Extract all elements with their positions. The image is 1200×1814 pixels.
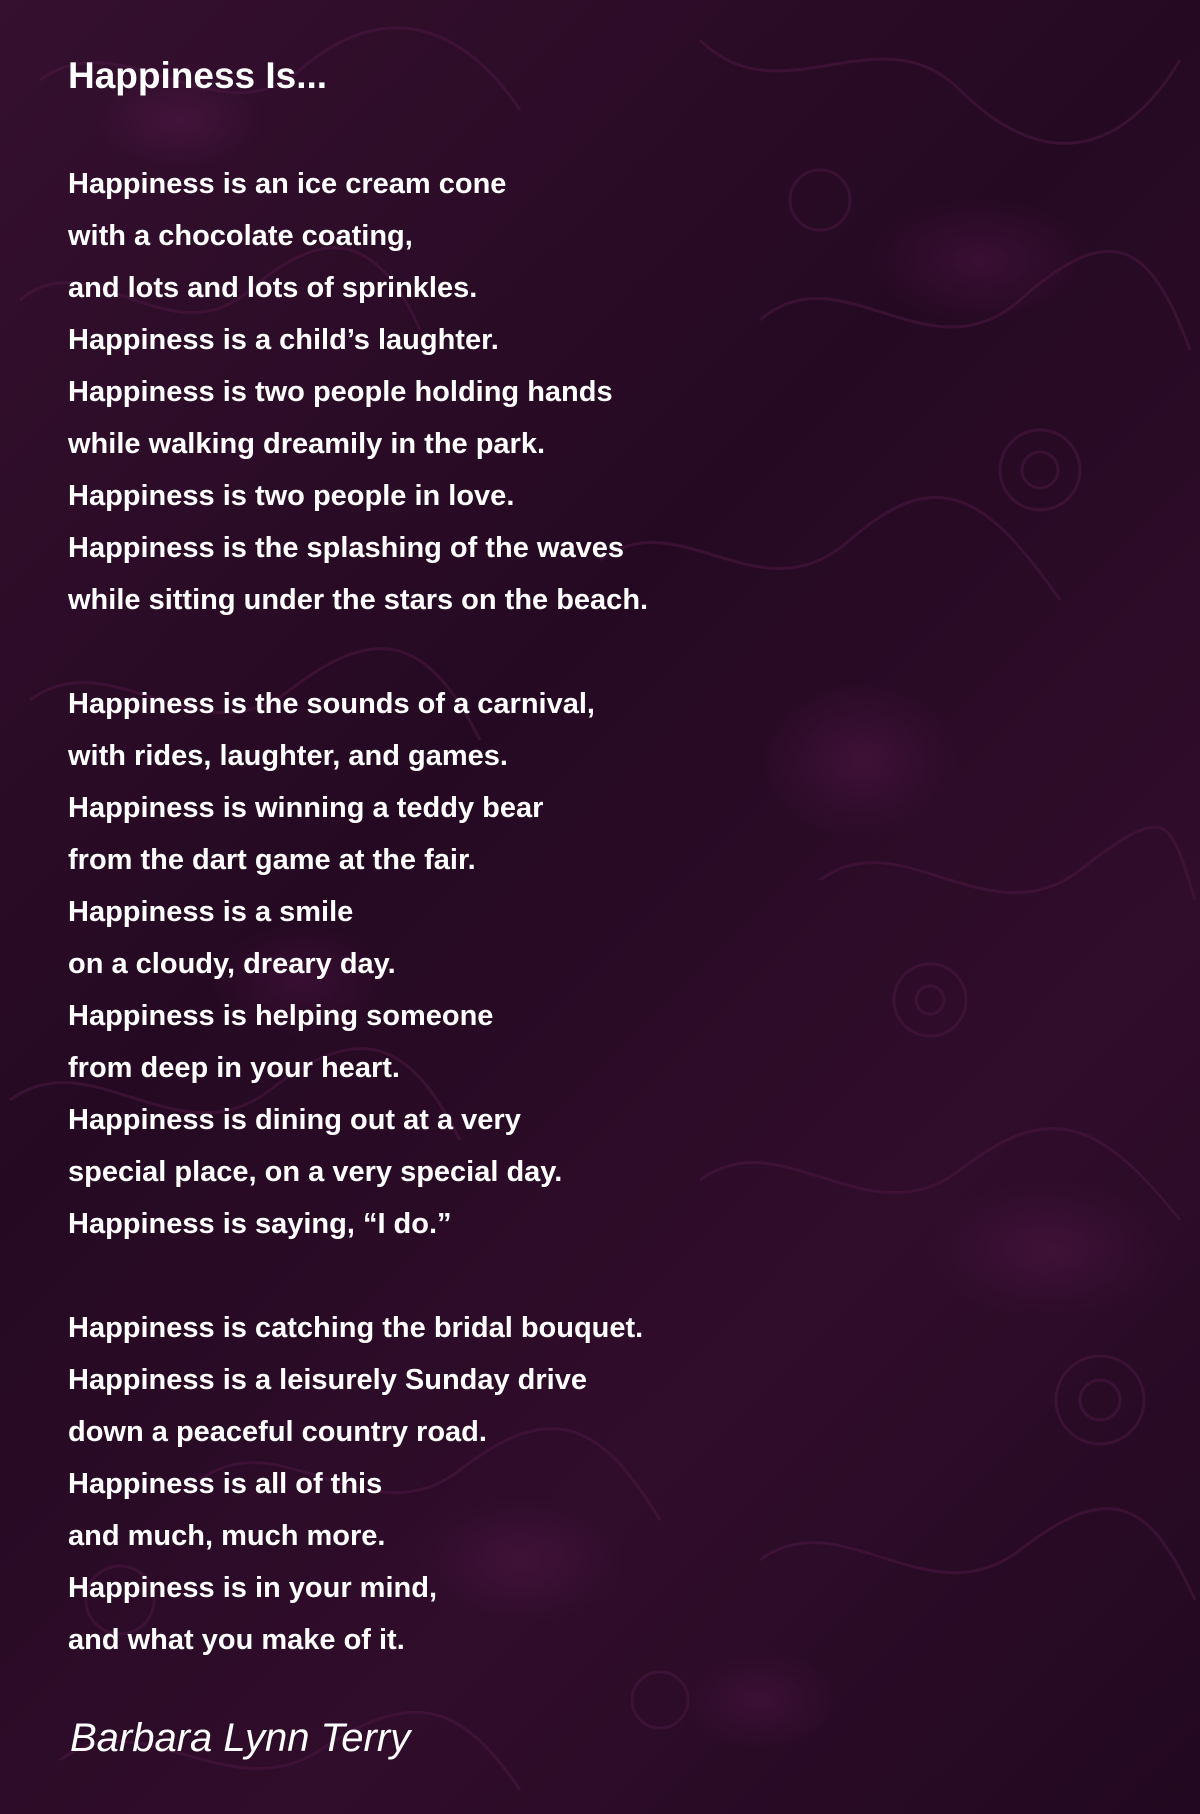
stanza bbox=[68, 1302, 1148, 1666]
poem-line: special place, on a very special day. bbox=[68, 1156, 563, 1188]
poem-line: Happiness is a leisurely Sunday drive bbox=[68, 1364, 587, 1396]
poem-line: Happiness is saying, “I do.” bbox=[68, 1208, 452, 1240]
poem-line: Happiness is a smile bbox=[68, 896, 354, 928]
poem bbox=[68, 48, 1148, 1718]
poem-line: Happiness is two people holding hands bbox=[68, 376, 613, 408]
poem-line: and much, much more. bbox=[68, 1520, 386, 1552]
stanza bbox=[68, 678, 1148, 1250]
poem-line: Happiness is two people in love. bbox=[68, 480, 515, 512]
poem-line: Happiness is winning a teddy bear bbox=[68, 792, 544, 824]
poem-line: with a chocolate coating, bbox=[68, 220, 413, 252]
poem-line: while walking dreamily in the park. bbox=[68, 428, 546, 460]
poem-author: Barbara Lynn Terry bbox=[70, 1716, 411, 1760]
poem-line: Happiness is catching the bridal bouquet. bbox=[68, 1312, 644, 1344]
poem-line: from the dart game at the fair. bbox=[68, 844, 476, 876]
poem-line: Happiness is helping someone bbox=[68, 1000, 494, 1032]
poem-title: Happiness Is... bbox=[68, 55, 328, 96]
poem-line: Happiness is dining out at a very bbox=[68, 1104, 521, 1136]
poem-line: and lots and lots of sprinkles. bbox=[68, 272, 478, 304]
poem-line: Happiness is all of this bbox=[68, 1468, 383, 1500]
poem-line: Happiness is in your mind, bbox=[68, 1572, 438, 1604]
poem-line: Happiness is a child’s laughter. bbox=[68, 324, 499, 356]
poem-line: on a cloudy, dreary day. bbox=[68, 948, 396, 980]
poem-line: Happiness is the sounds of a carnival, bbox=[68, 688, 595, 720]
poem-line: Happiness is the splashing of the waves bbox=[68, 532, 624, 564]
poem-line: Happiness is an ice cream cone bbox=[68, 168, 507, 200]
stanza bbox=[68, 158, 1148, 626]
poem-line: and what you make of it. bbox=[68, 1624, 405, 1656]
poem-line: while sitting under the stars on the beach. bbox=[68, 584, 649, 616]
poem-line: from deep in your heart. bbox=[68, 1052, 400, 1084]
poem-line: with rides, laughter, and games. bbox=[68, 740, 508, 772]
poem-line: down a peaceful country road. bbox=[68, 1416, 487, 1448]
